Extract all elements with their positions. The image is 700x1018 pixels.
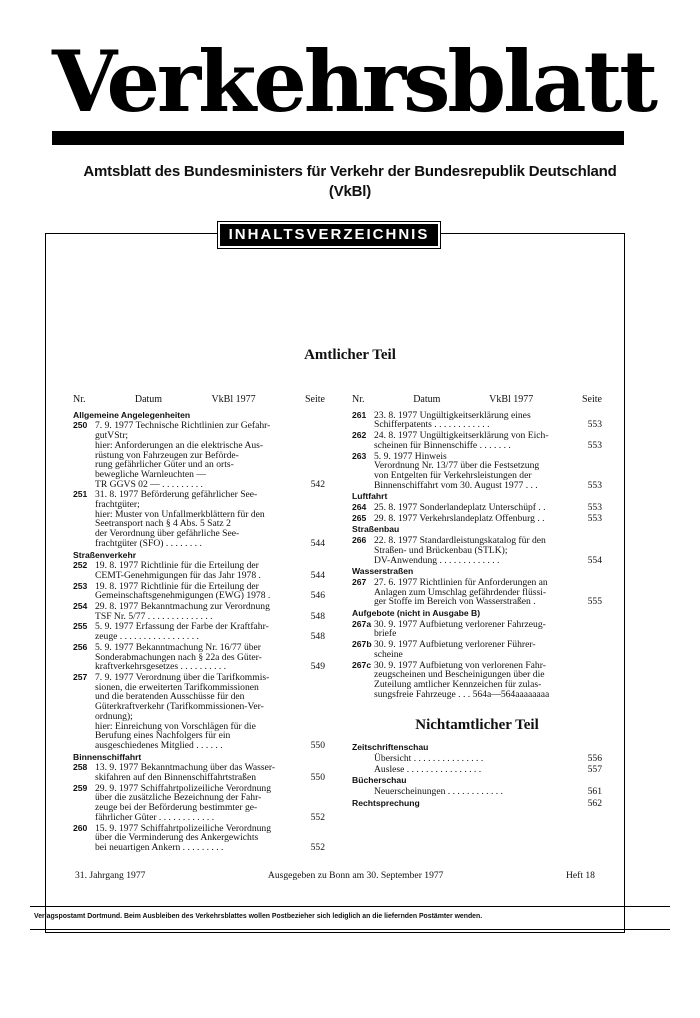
- header-datum: Datum: [413, 394, 441, 405]
- header-nr: Nr.: [352, 394, 365, 405]
- toc-entry: [73, 602, 325, 621]
- toc-entry: [73, 421, 325, 489]
- toc-entry: [352, 578, 602, 607]
- section-label: Rechtsprechung: [352, 797, 420, 808]
- entry-page: 555: [587, 596, 602, 608]
- entry-page: 552: [310, 811, 325, 823]
- section-heading: Bücherschau: [352, 775, 407, 786]
- entry-page: 542: [310, 478, 325, 490]
- section-heading: Allgemeine Angelegenheiten: [73, 409, 191, 420]
- entry-text: 15. 9. 1977 Schiffahrtpolizeiliche Verordnung über die Verminderung des Ankergewichts bei neuartigen Ankern . . . . . . . . .: [95, 822, 272, 853]
- entry-text: 29. 8. 1977 Verkehrslandeplatz Offenburg . .: [374, 512, 545, 524]
- header-seite: Seite: [582, 394, 602, 405]
- toc-entry: [73, 784, 325, 823]
- toc-left-column: [73, 395, 325, 854]
- jahrgang: 31. Jahrgang 1977: [75, 870, 146, 881]
- entry-number: 258: [73, 762, 88, 773]
- section-heading: Zeitschriftenschau: [352, 742, 429, 753]
- header-nr: Nr.: [73, 394, 86, 405]
- entry-page: 561: [587, 785, 602, 797]
- heft: Heft 18: [565, 870, 595, 881]
- entry-page: 553: [587, 502, 602, 514]
- entry-text: 5. 9. 1977 Bekanntmachung Nr. 16/77 über Sonderabmachungen nach § 22a des Güter- kraftverkehrsgesetzes . . . . . . . . . .: [95, 641, 262, 673]
- entry-number: 264: [352, 502, 367, 513]
- entry-page: 557: [587, 763, 602, 775]
- entry-number: 252: [73, 560, 88, 571]
- toc-top-line-left: [45, 233, 218, 234]
- entry-page: 554: [587, 554, 602, 566]
- notice-rule-bottom: [30, 929, 670, 930]
- entry-page: 546: [310, 590, 325, 602]
- entry-number: 267c: [352, 659, 372, 670]
- entry-text: 19. 8. 1977 Richtlinie für die Erteilung der CEMT-Genehmigungen für das Jahr 1978 .: [95, 560, 261, 581]
- section-heading: Straßenbau: [352, 524, 400, 535]
- entry-page: 550: [310, 772, 325, 784]
- entry-page: 553: [587, 439, 602, 451]
- entry-text: 7. 9. 1977 Verordnung über die Tarifkommis- sionen, die erweiterten Tarifkommissionen und die beratenden Ausschüsse für den Güterkraftverkehr (Tarifkommissionen-Ver- ordnung); hier: Einreichung von Vorschlägen für die Berufung eines Nachfolgers für ein ausgeschiedenes Mitglied . . . . . .: [95, 671, 270, 751]
- entry-text: 30. 9. 1977 Aufbietung verlorener Fahrzeug- briefe: [374, 618, 546, 640]
- toc-entry: [352, 536, 602, 565]
- subtitle: [30, 162, 670, 202]
- entry-text: Auslese . . . . . . . . . . . . . . . .: [374, 763, 482, 775]
- toc-entry: [73, 763, 325, 782]
- masthead-rule: [52, 131, 624, 145]
- toc-entry: [73, 824, 325, 853]
- entry-number: 259: [73, 782, 88, 793]
- header-vkbl: VkBl 1977: [211, 394, 256, 405]
- toc-entry: [352, 765, 602, 775]
- entry-page: 553: [587, 479, 602, 491]
- toc-entry: [73, 622, 325, 641]
- entry-page: 553: [587, 512, 602, 524]
- toc-entry: [73, 490, 325, 548]
- entry-text: 31. 8. 1977 Beförderung gefährlicher See- frachtgüter; hier: Muster von Unfallmerkblättern für den Seetransport nach § 4 Abs. 5 Satz 2 der Verordnung über gefährliche See- frachtgüter (SFO) . . . . . . . .: [95, 489, 265, 549]
- entry-text: Neuerscheinungen . . . . . . . . . . . .: [374, 785, 503, 797]
- entry-text: 5. 9. 1977 Hinweis Verordnung Nr. 13/77 über die Festsetzung von Entgelten für Verkehrsleistungen der Binnenschiffahrt vom 30. August 1977 . . .: [374, 450, 540, 491]
- issue-footer: [75, 870, 595, 881]
- entry-text: 30. 9. 1977 Aufbietung verlorener Führer- scheine: [374, 639, 536, 660]
- left-column-header: [73, 395, 325, 405]
- entry-number: 266: [352, 535, 367, 546]
- toc-entry: [352, 411, 602, 430]
- entry-number: 250: [73, 420, 88, 431]
- entry-number: 262: [352, 430, 367, 441]
- section-heading: Aufgebote (nicht in Ausgabe B): [352, 608, 481, 619]
- entry-text: Übersicht . . . . . . . . . . . . . . .: [374, 752, 484, 764]
- nichtamtlicher-teil-heading: Nichtamtlicher Teil: [415, 717, 539, 734]
- entry-page: 552: [310, 841, 325, 853]
- toc-entry: [352, 452, 602, 491]
- entry-page: 544: [310, 537, 325, 549]
- entry-number: 261: [352, 409, 367, 420]
- toc-entry: [73, 643, 325, 672]
- entry-page: 553: [587, 419, 602, 431]
- entry-page: 562: [587, 797, 602, 809]
- entry-text: 27. 6. 1977 Richtlinien für Anforderungen an Anlagen zum Umschlag gefährdender flüssi- ger Stoffe im Bereich von Wasserstraßen .: [374, 576, 548, 608]
- entry-number: 253: [73, 580, 88, 591]
- entry-text: 5. 9. 1977 Erfassung der Farbe der Kraftfahr- zeuge . . . . . . . . . . . . . . . . .: [95, 621, 269, 643]
- entry-number: 267a: [352, 618, 372, 629]
- subtitle-line-2: (VkBl): [328, 183, 372, 200]
- right-column-header: [352, 395, 602, 405]
- section-heading: [352, 799, 602, 809]
- postal-notice: Verlagspostamt Dortmund. Beim Ausbleiben des Verkehrsblattes wollen Postbezieher sich lediglich an die liefernden Postämter wenden.: [34, 913, 483, 920]
- entry-text: 22. 8. 1977 Standardleistungskatalog für den Straßen- und Brückenbau (STLK); DV-Anwendung . . . . . . . . . . . . .: [374, 535, 546, 566]
- entry-number: 267: [352, 576, 367, 587]
- toc-entry: [352, 661, 602, 700]
- entry-number: 263: [352, 450, 367, 461]
- section-heading: Straßenverkehr: [73, 549, 137, 560]
- entry-text: 7. 9. 1977 Technische Richtlinien zur Gefahr- gutVStr; hier: Anforderungen an die elektrische Aus- rüstung von Fahrzeugen zur Beförde- rung gefährlicher Güter und an orts- bewegliche Warnleuchten — TR GGVS 02 — . . . . . . . . .: [95, 420, 271, 490]
- entry-text: 29. 9. 1977 Schiffahrtpolizeiliche Verordnung über die zusätzliche Bezeichnung der Fahr- zeuge bei der Beförderung bestimmter ge- fährlicher Güter . . . . . . . . . . . .: [95, 782, 272, 823]
- entry-text: 29. 8. 1977 Bekanntmachung zur Verordnung TSF Nr. 5/77 . . . . . . . . . . . . . .: [95, 601, 270, 622]
- nichtamtlicher-entry-list: [352, 743, 602, 808]
- toc-entry: [73, 673, 325, 751]
- toc-top-line-right: [440, 233, 625, 234]
- right-entry-list: [352, 411, 602, 700]
- entry-text: 25. 8. 1977 Sonderlandeplatz Unterschüpf . .: [374, 502, 546, 514]
- amtlicher-teil-heading: Amtlicher Teil: [304, 347, 396, 363]
- toc-entry: [73, 561, 325, 580]
- ausgegeben: Ausgegeben zu Bonn am 30. September 1977: [267, 870, 444, 881]
- toc-entry: [352, 620, 602, 639]
- entry-number: 255: [73, 621, 88, 632]
- entry-page: 550: [310, 739, 325, 751]
- entry-number: 251: [73, 489, 88, 500]
- header-vkbl: VkBl 1977: [489, 394, 534, 405]
- section-heading: Binnenschiffahrt: [73, 751, 142, 762]
- entry-page: 549: [310, 661, 325, 673]
- toc-banner: INHALTSVERZEICHNIS: [218, 222, 440, 248]
- entry-page: 544: [310, 569, 325, 581]
- entry-text: 24. 8. 1977 Ungültigkeitserklärung von Eich- scheinen für Binnenschiffe . . . . . . .: [374, 430, 549, 451]
- entry-page: 556: [587, 752, 602, 764]
- entry-number: 260: [73, 822, 88, 833]
- header-seite: Seite: [304, 394, 325, 405]
- entry-number: 256: [73, 641, 88, 652]
- toc-entry: [352, 503, 602, 513]
- notice-rule-top: [30, 906, 670, 907]
- toc-entry: [352, 640, 602, 659]
- entry-text: 23. 8. 1977 Ungültigkeitserklärung eines Schifferpatents . . . . . . . . . . . .: [374, 409, 531, 431]
- section-heading: Luftfahrt: [352, 491, 388, 502]
- entry-page: 548: [310, 610, 325, 622]
- entry-text: 19. 8. 1977 Richtlinie für die Erteilung der Gemeinschaftsgenehmigungen (EWG) 1978 .: [95, 580, 271, 602]
- entry-number: 254: [73, 601, 88, 612]
- toc-right-column: [352, 395, 602, 809]
- entry-number: 267b: [352, 639, 372, 650]
- masthead-title: Verkehrsblatt: [52, 32, 656, 131]
- toc-entry: [352, 431, 602, 450]
- entry-text: 13. 9. 1977 Bekanntmachung über das Wasser- skifahren auf den Binnenschiffahrtstraßen: [95, 762, 276, 784]
- left-entry-list: [73, 411, 325, 853]
- entry-number: 257: [73, 671, 88, 682]
- entry-page: 548: [310, 631, 325, 643]
- entry-text: 30. 9. 1977 Aufbietung von verlorenen Fahr- zeugscheinen und Bescheinigungen über die Zuteilung amtlicher Kennzeichen für zulas- sungsfreie Fahrzeuge . . . 564a—564aaaaaaaa: [374, 659, 550, 700]
- entry-number: 265: [352, 512, 367, 523]
- toc-entry: [352, 787, 602, 797]
- section-heading: Wasserstraßen: [352, 566, 414, 577]
- header-datum: Datum: [134, 394, 163, 405]
- toc-entry: [73, 582, 325, 601]
- subtitle-line-1: Amtsblatt des Bundesministers für Verkehr der Bundesrepublik Deutschland: [83, 163, 617, 180]
- toc-entry: [352, 754, 602, 764]
- toc-entry: [352, 514, 602, 524]
